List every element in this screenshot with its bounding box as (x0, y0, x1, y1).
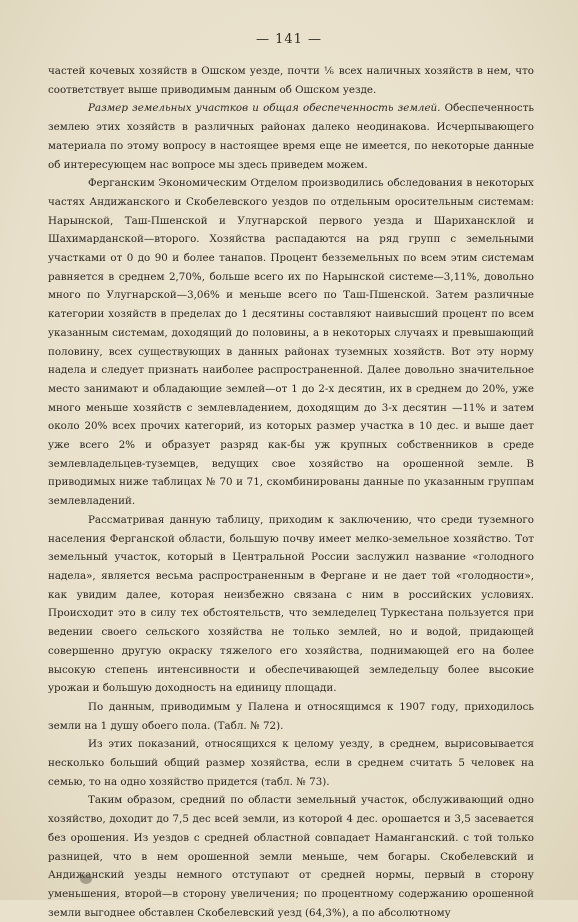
paragraph-1 (48, 62, 534, 99)
paragraph-2-text: Обеспеченность землею этих хозяйств в различных районах далеко неодинакова. Исчерпывающего материала по этому вопросу в настоящее время еще не имеется, по некоторые данные об интересующем нас вопросе мы здесь приведем можем. (48, 102, 534, 171)
paragraph-2 (48, 99, 534, 174)
paragraph-5 (48, 698, 534, 735)
paragraph-3 (48, 174, 534, 511)
paragraph-4-text: Рассматривая данную таблицу, приходим к заключению, что среди туземного населения Ферганской области, большую почву имеет мелко-земельное хозяйство. Тот земельный участок, который в Центральной России заслужил название «голодного надела», является весьма распространенным в Фергане и не дает той «голодности», как увидим далее, которая неизбежно связана с ним в российских условиях. Происходит это в силу тех обстоятельств, что земледелец Туркестана пользуется при ведении своего сельского хозяйства не только землей, но и водой, придающей совершенно другую окраску тяжелого его хозяйства, поднимающей его на более высокую степень интенсивности и обеспечивающей земледельцу более высокие урожаи и большую доходность на единицу площади. (48, 513, 534, 695)
paragraph-1-text: частей кочевых хозяйств в Ошском уезде, почти ⅙ всех наличных хозяйств в нем, что соответствует выше приводимым данным об Ошском уезде. (48, 65, 534, 96)
paragraph-3-text: Ферганским Экономическим Отделом производились обследования в некоторых частях Андижанского и Скобелевского уездов по отдельным оросительным системам: Нарынской, Таш-Пшенской и Улугнарской первого уезда и Шарихансклой и Шахимарданской—второго. Хозяйства распадаются на ряд групп с земельными участками от 0 до 90 и более танапов. Процент безземельных по всем этим системам равняется в среднем 2,70%, больше всего их по Нарынской системе—3,11%, довольно много по Улугнарской—3,06% и меньше всего по Таш-Пшенской. Затем различные категории хозяйств в пределах до 1 десятины составляют наивысший процент по всем указанным системам, доходящий до половины, а в некоторых случаях и превышающий половину, всех существующих в данных районах туземных хозяйств. Вот эту норму надела и следует признать наиболее распространенной. Далее довольно значительное место занимают и обладающие землей—от 1 до 2-х десятин, их в среднем до 20%, уже много меньше хозяйств с землевладением, доходящим до 3-х десятин —11% и затем около 20% всех прочих категорий, из которых размер участка в 10 дес. и выше дает уже всего 2% и образует разряд как-бы уж крупных собственников в среде землевладельцев-туземцев, ведущих свое хозяйство на орошенной земле. В приводимых ниже таблицах № 70 и 71, скомбинированы данные по указанным группам землевладений. (48, 177, 534, 508)
page-number: — 141 — (255, 32, 323, 47)
paragraph-5-text: По данным, приводимым у Палена и относящимся к 1907 году, приходилось земли на 1 душу обоего пола. (Табл. № 72). (48, 700, 534, 732)
paragraph-6 (48, 735, 534, 791)
paragraph-2-italic-heading: Размер земельных участков и общая обеспеченность землей. (88, 102, 441, 115)
paragraph-7-text: Таким образом, средний по области земельный участок, обслуживающий одно хозяйство, доходит до 7,5 дес всей земли, из которой 4 дес. орошается и 3,5 засевается без орошения. Из уездов с средней областной совпадает Наманганский. с той только разницей, что в нем орошенной земли меньше, чем богары. Скобелевский и Андижанский уезды немного отступают от средней нормы, первый в сторону уменьшения, второй—в сторону увеличения; по процентному содержанию орошенной земли выгоднее обставлен Скобелевский уезд (64,3%), а по абсолютному (48, 794, 534, 919)
paragraph-7 (48, 791, 534, 922)
paragraph-6-text: Из этих показаний, относящихся к целому уезду, в среднем, вырисовывается несколько больший общий размер хозяйства, если в среднем считать 5 человек на семью, то на одно хозяйство придется (табл. № 73). (48, 738, 534, 788)
document-body (48, 62, 534, 922)
paragraph-4 (48, 511, 534, 698)
ink-stain (80, 874, 92, 884)
